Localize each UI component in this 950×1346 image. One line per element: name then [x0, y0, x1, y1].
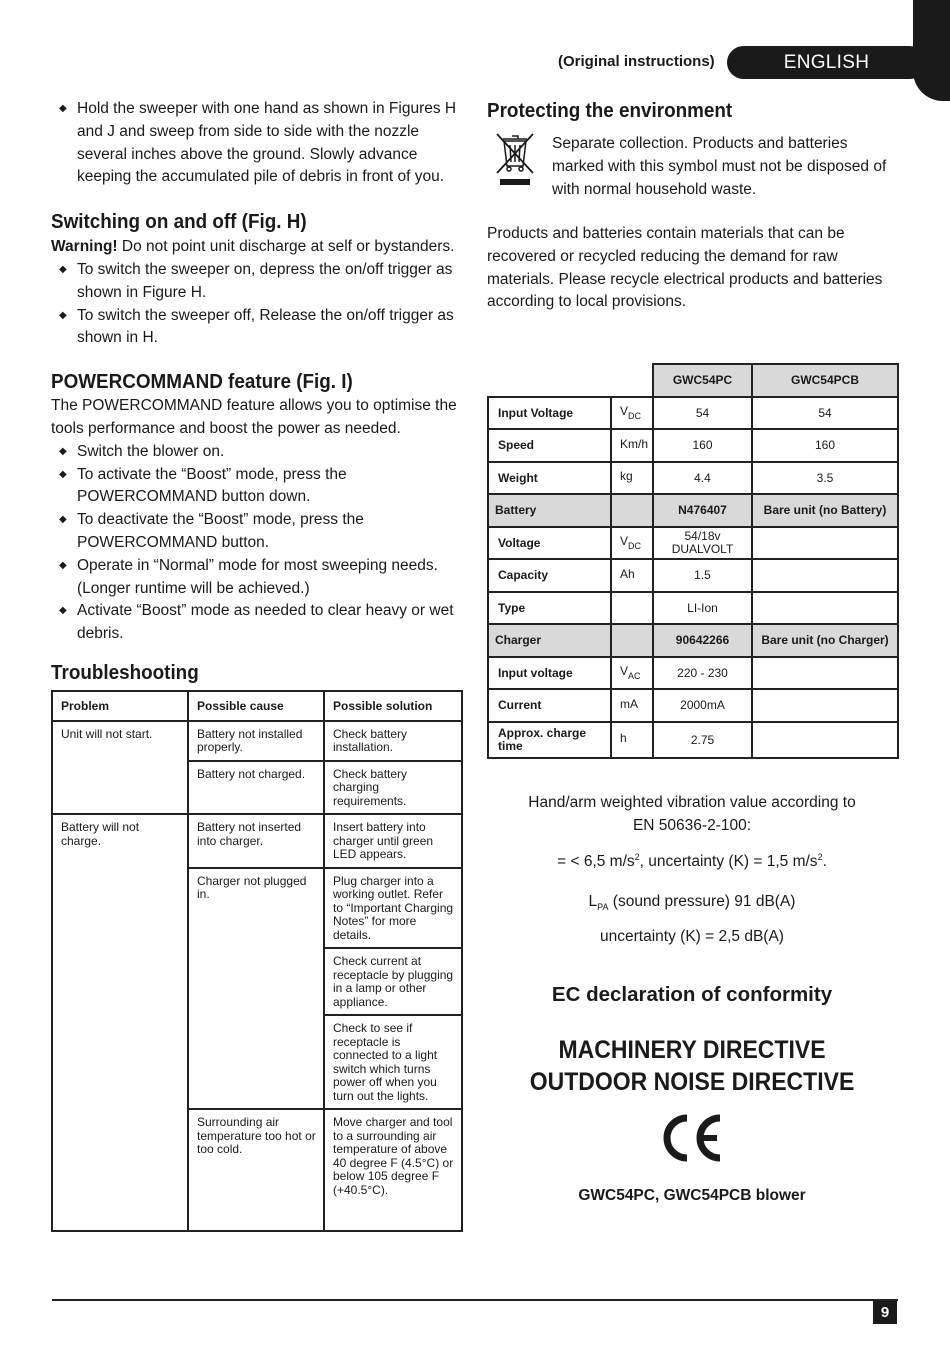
spec-label: Speed: [488, 429, 611, 462]
spec-unit: [611, 592, 653, 625]
spec-value: [752, 689, 898, 722]
solution-cell: Plug charger into a working outlet. Refer to “Important Charging Notes” for more details.: [324, 868, 462, 949]
table-row: [52, 814, 462, 868]
spec-value: [752, 559, 898, 592]
column-header: Possible solution: [324, 691, 462, 721]
cause-cell: Charger not plugged in.: [188, 868, 324, 949]
vibration-value: = < 6,5 $m/s^2$, uncertainty (K) = 1,5 $m/s^2$.: [557, 852, 827, 871]
list-item: [51, 464, 463, 510]
table-row: [488, 462, 898, 495]
vibration-block: [487, 792, 897, 949]
table-row: [52, 1109, 462, 1231]
list-item: [51, 509, 463, 555]
spec-unit: $V_{AC}$: [611, 657, 653, 690]
warning-label: Warning!: [51, 238, 118, 256]
spec-label: Capacity: [488, 559, 611, 592]
spec-unit: $V_{DC}$: [611, 397, 653, 430]
troubleshooting-title: Troubleshooting: [51, 661, 199, 684]
spec-value: 54/18v DUALVOLT: [653, 527, 752, 560]
spec-value: 90642266: [653, 624, 752, 657]
table-row: [488, 722, 898, 758]
spec-label: Battery: [488, 494, 611, 527]
cause-cell: Battery not installed properly.: [188, 721, 324, 761]
spec-label: Charger: [488, 624, 611, 657]
spec-value: N476407: [653, 494, 752, 527]
spec-value: 54: [752, 397, 898, 430]
list-item-text: Activate “Boost” mode as needed to clear heavy or wet debris.: [77, 602, 454, 643]
spec-value: 54: [653, 397, 752, 430]
list-item-text: To switch the sweeper off, Release the on/off trigger as shown in H.: [77, 306, 454, 347]
diamond-bullet-icon: ◆: [59, 605, 67, 617]
cause-cell: Surrounding air temperature too hot or too cold.: [188, 1109, 324, 1231]
list-item-text: To activate the “Boost” mode, press the POWERCOMMAND button down.: [77, 465, 347, 506]
spec-unit: kg: [611, 462, 653, 495]
powercommand-intro: The POWERCOMMAND feature allows you to optimise the tools performance and boost the power as needed.: [51, 397, 457, 437]
problem-cell: [52, 761, 188, 815]
spec-unit: $V_{DC}$: [611, 527, 653, 560]
list-item: [51, 305, 463, 351]
table-header-row: [52, 691, 462, 721]
spec-label: Input Voltage: [488, 397, 611, 430]
directive-line: MACHINERY DIRECTIVE: [558, 1036, 826, 1064]
problem-cell: Unit will not start.: [52, 721, 188, 761]
table-row: [52, 948, 462, 1015]
spec-label: Approx. charge time: [488, 722, 611, 758]
separate-collection-text: Separate collection. Products and batteries marked with this symbol must not be disposed of with normal household waste.: [552, 135, 887, 198]
problem-cell: [52, 948, 188, 1015]
table-row: [52, 761, 462, 815]
spec-value: 160: [653, 429, 752, 462]
solution-cell: Check battery installation.: [324, 721, 462, 761]
spec-unit: Km/h: [611, 429, 653, 462]
crossed-out-wheelie-bin-icon: [494, 131, 536, 189]
diamond-bullet-icon: ◆: [59, 514, 67, 526]
spec-unit: [611, 494, 653, 527]
solution-cell: Move charger and tool to a surrounding air temperature of above 40 degree F (4.5°C) or below 105 degree F (+40.5°C).: [324, 1109, 462, 1231]
directive-line: OUTDOOR NOISE DIRECTIVE: [529, 1068, 855, 1096]
environment-title: Protecting the environment: [487, 99, 733, 122]
solution-cell: Check current at receptacle by plugging in a lamp or other appliance.: [324, 948, 462, 1015]
directives: [503, 1034, 880, 1098]
problem-cell: [52, 1109, 188, 1231]
model-header: GWC54PC: [653, 364, 752, 397]
spec-label: Current: [488, 689, 611, 722]
diamond-bullet-icon: ◆: [59, 468, 67, 480]
table-row: [52, 868, 462, 949]
cause-cell: [188, 948, 324, 1015]
spec-unit: [611, 624, 653, 657]
spec-value: 1.5: [653, 559, 752, 592]
recycle-text: Products and batteries contain materials that can be recovered or recycled reducing the demand for raw materials. Please recycle electrical products and batteries according to local provisions.: [487, 225, 883, 311]
intro-bullet: [51, 98, 463, 189]
spec-value: 2.75: [653, 722, 752, 758]
list-item-text: To switch the sweeper on, depress the on/off trigger as shown in Figure H.: [77, 260, 453, 301]
spec-unit: Ah: [611, 559, 653, 592]
language-badge: ENGLISH: [727, 46, 926, 79]
diamond-bullet-icon: ◆: [59, 309, 67, 321]
list-item: [51, 555, 463, 601]
table-row: [488, 592, 898, 625]
spec-value: 4.4: [653, 462, 752, 495]
table-row: [488, 527, 898, 560]
table-row: [488, 657, 898, 690]
spec-label: Weight: [488, 462, 611, 495]
switching-warning: [51, 236, 463, 259]
column-header: Problem: [52, 691, 188, 721]
table-row: [488, 559, 898, 592]
ec-models: GWC54PC, GWC54PCB blower: [578, 1187, 806, 1204]
list-item: [51, 600, 463, 646]
solution-cell: Check battery charging requirements.: [324, 761, 462, 815]
diamond-bullet-icon: ◆: [59, 263, 67, 275]
powercommand-title: POWERCOMMAND feature (Fig. I): [51, 370, 353, 394]
technical-data-table: [487, 363, 899, 759]
spec-unit: h: [611, 722, 653, 758]
diamond-bullet-icon: ◆: [59, 445, 67, 457]
diamond-bullet-icon: ◆: [59, 103, 67, 114]
spec-label: Input voltage: [488, 657, 611, 690]
table-row: [488, 689, 898, 722]
spec-value: [752, 592, 898, 625]
spec-label: Voltage: [488, 527, 611, 560]
table-row: [52, 721, 462, 761]
problem-cell: [52, 868, 188, 949]
problem-cell: Battery will not charge.: [52, 814, 188, 868]
problem-cell: [52, 1015, 188, 1109]
spec-unit: mA: [611, 689, 653, 722]
table-row: [488, 429, 898, 462]
solution-cell: Check to see if receptacle is connected to a light switch which turns power off when you turn out the lights.: [324, 1015, 462, 1109]
section-row: [488, 494, 898, 527]
spec-value: 3.5: [752, 462, 898, 495]
column-header: Possible cause: [188, 691, 324, 721]
spec-label: Type: [488, 592, 611, 625]
model-header: GWC54PCB: [752, 364, 898, 397]
table-header-row: [488, 364, 898, 397]
sound-uncertainty: uncertainty (K) = 2,5 dB(A): [600, 928, 784, 946]
troubleshooting-table: [51, 690, 463, 1232]
list-item: [51, 441, 463, 464]
cause-cell: Battery not inserted into charger.: [188, 814, 324, 868]
section-row: [488, 624, 898, 657]
switching-title: Switching on and off (Fig. H): [51, 210, 307, 234]
solution-cell: Insert battery into charger until green LED appears.: [324, 814, 462, 868]
spec-value: 2000mA: [653, 689, 752, 722]
diamond-bullet-icon: ◆: [59, 559, 67, 571]
spec-value: Bare unit (no Charger): [752, 624, 898, 657]
spec-value: [752, 722, 898, 758]
ec-declaration-title: EC declaration of conformity: [551, 983, 833, 1006]
vibration-line: Hand/arm weighted vibration value according to: [528, 794, 856, 811]
original-instructions-label: (Original instructions): [558, 53, 715, 70]
footer-rule: [52, 1299, 898, 1301]
list-item-text: To deactivate the “Boost” mode, press the POWERCOMMAND button.: [77, 511, 364, 551]
spec-value: LI-Ion: [653, 592, 752, 625]
intro-bullet-text: Hold the sweeper with one hand as shown in Figures H and J and sweep from side to side with the nozzle several inches above the ground. Slowly advance keeping the accumulated pile of debris in front of you.: [77, 100, 457, 186]
cause-cell: [188, 1015, 324, 1109]
sound-pressure: $L_{PA}$ (sound pressure) 91 dB(A): [588, 892, 796, 912]
spec-value: Bare unit (no Battery): [752, 494, 898, 527]
warning-text: Do not point unit discharge at self or bystanders.: [117, 238, 455, 256]
spec-value: [752, 527, 898, 560]
list-item-text: Switch the blower on.: [77, 442, 225, 460]
list-item: [51, 259, 463, 305]
spec-value: [752, 657, 898, 690]
page-number: 9: [873, 1301, 897, 1324]
vibration-standard: EN 50636-2-100:: [632, 816, 752, 834]
table-row: [52, 1015, 462, 1109]
cause-cell: Battery not charged.: [188, 761, 324, 815]
list-item-text: Operate in “Normal” mode for most sweeping needs. (Longer runtime will be achieved.): [77, 556, 438, 597]
spec-value: 160: [752, 429, 898, 462]
table-row: [488, 397, 898, 430]
spec-value: 220 - 230: [653, 657, 752, 690]
left-column: [51, 98, 463, 646]
ce-mark-icon: [660, 1113, 724, 1163]
